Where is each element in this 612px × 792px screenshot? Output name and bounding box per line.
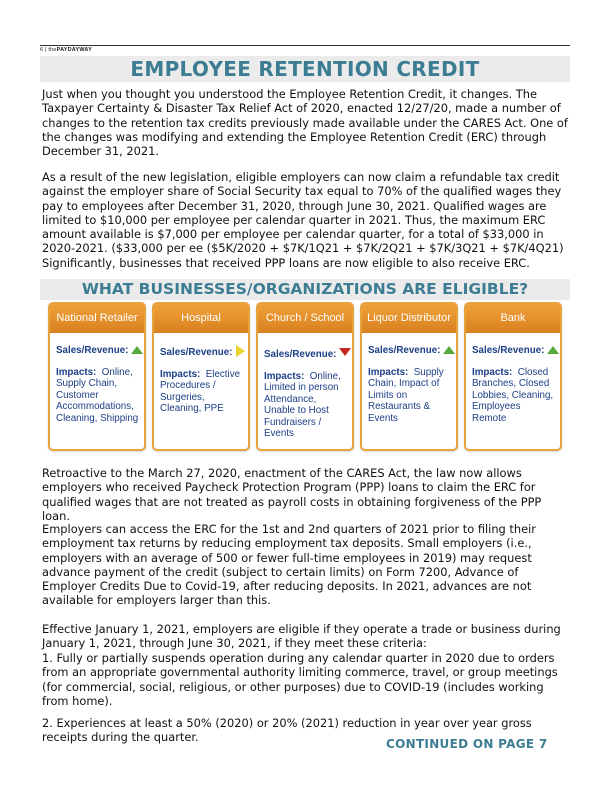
sales-label: Sales/Revenue: bbox=[56, 345, 129, 356]
sales-revenue-row bbox=[56, 345, 140, 357]
card-body bbox=[154, 333, 248, 415]
impacts-label: Impacts: bbox=[472, 366, 513, 378]
card-body bbox=[362, 333, 456, 424]
eligibility-cards bbox=[48, 302, 566, 452]
arrow-up-icon bbox=[131, 346, 143, 354]
sales-label: Sales/Revenue: bbox=[368, 345, 441, 356]
arrow-up-icon bbox=[443, 346, 455, 354]
impacts-value: Closed Branches, Closed Lobbies, Cleaning, Employees Remote bbox=[472, 366, 554, 424]
sales-revenue-row bbox=[264, 348, 348, 361]
card-title: Church / School bbox=[258, 304, 352, 333]
page-number: 6 bbox=[40, 47, 44, 53]
impacts-value: Supply Chain, Impact of Limits on Restaurants & Events bbox=[368, 366, 444, 424]
card-body bbox=[466, 333, 560, 424]
card-hospital bbox=[152, 302, 250, 451]
arrow-down-icon bbox=[339, 348, 351, 356]
access-paragraph: Employers can access the ERC for the 1st and 2nd quarters of 2021 prior to filing their employment tax returns by reducing employment tax deposits. Small employers (i.e., employers with an average of 500 or fewer full-time employees in 2019) may request advance payment of the credit (subject to certain limits) on Form 7200, Advance of Employer Credits Due to Covid-19, after reducing deposits. In 2021, advances are not available for employers larger than this. bbox=[42, 522, 536, 608]
running-header bbox=[40, 47, 92, 53]
criteria-item-1: 1. Fully or partially suspends operation during any calendar quarter in 2020 due to orders from an appropriate governmental authority limiting commerce, travel, or group meetings (for commercial, social, religious, or other purposes) due to COVID-19 (includes working from home). bbox=[42, 651, 558, 708]
sales-revenue-row bbox=[368, 345, 452, 357]
card-title: Liquor Distributor bbox=[362, 304, 456, 333]
criteria-item-2: 2. Experiences at least a 50% (2020) or 20% (2021) reduction in year over year gross receipts during the quarter. bbox=[42, 716, 532, 745]
impacts-text bbox=[264, 371, 348, 440]
sales-label: Sales/Revenue: bbox=[472, 345, 545, 356]
publication-name: PAYDAYWAY bbox=[56, 47, 92, 53]
card-title: National Retailer bbox=[50, 304, 144, 333]
page-title: EMPLOYEE RETENTION CREDIT bbox=[130, 57, 480, 81]
impacts-label: Impacts: bbox=[56, 366, 97, 378]
impacts-value: Online, Limited in person Attendance, Unable to Host Fundraisers / Events bbox=[264, 370, 341, 439]
card-liquor-distributor bbox=[360, 302, 458, 451]
impacts-label: Impacts: bbox=[368, 366, 409, 378]
continued-link[interactable]: CONTINUED ON PAGE 7 bbox=[386, 737, 548, 751]
sales-revenue-row bbox=[160, 345, 244, 359]
card-body bbox=[258, 333, 352, 440]
impacts-value: Online, Supply Chain, Customer Accommodations, Cleaning, Shipping bbox=[56, 366, 139, 424]
impacts-label: Impacts: bbox=[160, 368, 201, 380]
publication-prefix: the bbox=[48, 47, 57, 53]
impacts-value: Elective Procedures / Surgeries, Cleaning, PPE bbox=[160, 368, 241, 414]
card-national-retailer bbox=[48, 302, 146, 451]
intro-paragraph: Just when you thought you understood the Employee Retention Credit, it changes. The Taxpayer Certainty & Disaster Tax Relief Act of 2020, enacted 12/27/20, made a number of changes to the retention tax credits previously made available under the CARES Act. One of the changes was modifying and extending the Employee Retention Credit (ERC) through December 31, 2021. bbox=[42, 87, 568, 159]
retroactive-paragraph: Retroactive to the March 27, 2020, enactment of the CARES Act, the law now allows employers who received Paycheck Protection Program (PPP) loans to claim the ERC for qualified wages that are not treated as payroll costs in obtaining forgiveness of the PPP loan. bbox=[42, 466, 542, 523]
legislation-paragraph: As a result of the new legislation, eligible employers can now claim a refundable tax credit against the employer share of Social Security tax equal to 70% of the qualified wages they pay to employees after December 31, 2020, through June 30, 2021. Qualified wages are limited to $10,000 per employee per calendar quarter in 2021. Thus, the maximum ERC amount available is $7,000 per employee per calendar quarter, for a total of $33,000 in 2020-2021. ($33,000 per ee ($5K/2020 + $7K/1Q21 + $7K/2Q21 + $7K/3Q21 + $7K/4Q21) Significantly, businesses that received PPP loans are now eligible to also receive ERC. bbox=[42, 170, 564, 270]
arrow-up-icon bbox=[547, 346, 559, 354]
card-title: Bank bbox=[466, 304, 560, 333]
impacts-text bbox=[160, 369, 244, 415]
sales-revenue-row bbox=[472, 345, 556, 357]
impacts-text bbox=[472, 367, 556, 425]
arrow-right-icon bbox=[236, 345, 245, 357]
eligible-heading: WHAT BUSINESSES/ORGANIZATIONS ARE ELIGIBLE? bbox=[81, 280, 529, 298]
impacts-text bbox=[56, 367, 140, 425]
header-rule bbox=[40, 45, 570, 46]
card-church-school bbox=[256, 302, 354, 451]
card-title: Hospital bbox=[154, 304, 248, 333]
sales-label: Sales/Revenue: bbox=[264, 349, 337, 360]
impacts-label: Impacts: bbox=[264, 370, 305, 382]
header-separator: | bbox=[45, 47, 47, 53]
eligibility-paragraph: Effective January 1, 2021, employers are eligible if they operate a trade or business during January 1, 2021, through June 30, 2021, if they meet these criteria: bbox=[42, 622, 561, 651]
impacts-text bbox=[368, 367, 452, 425]
card-body bbox=[50, 333, 144, 424]
sales-label: Sales/Revenue: bbox=[160, 347, 233, 358]
card-bank bbox=[464, 302, 562, 451]
